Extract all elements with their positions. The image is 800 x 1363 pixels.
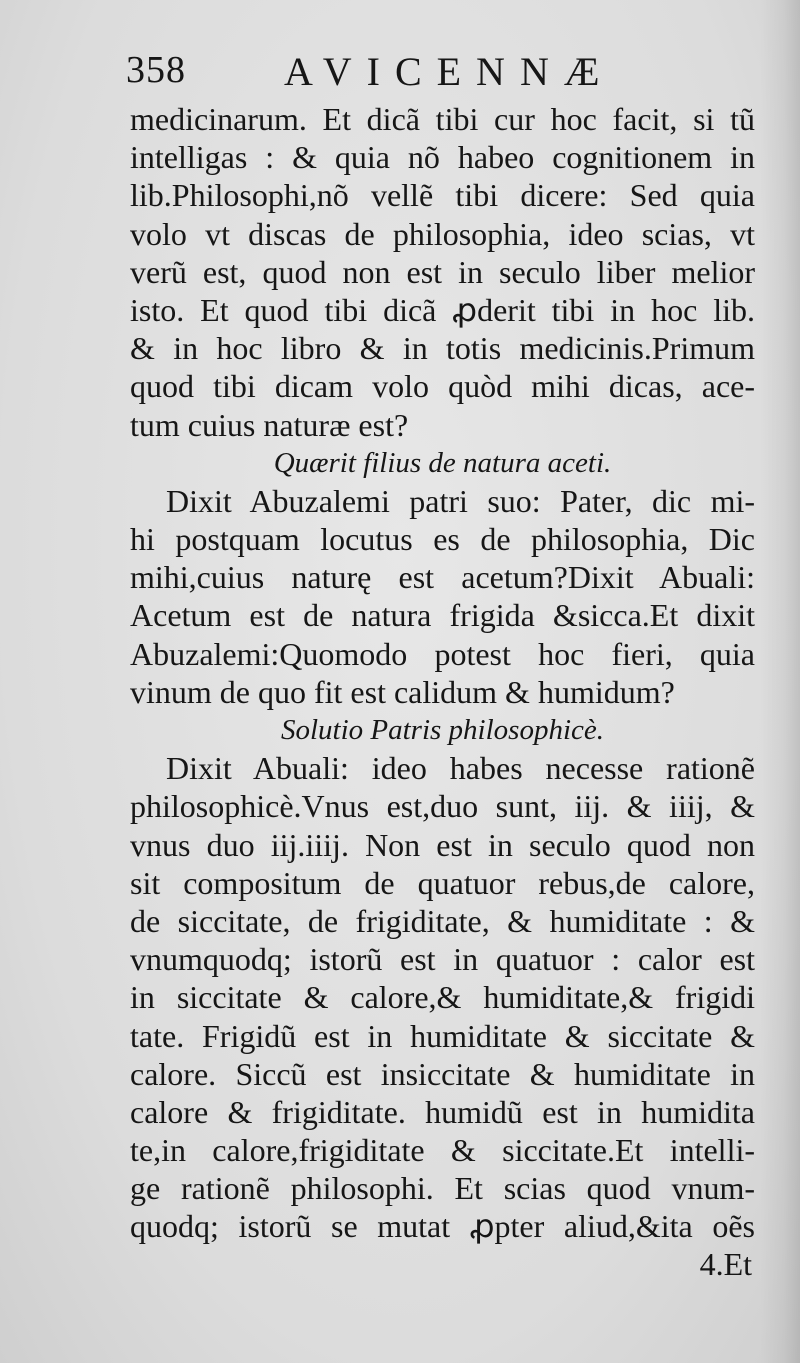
text-line: de siccitate, de frigiditate, & humiditate : & <box>130 902 755 939</box>
text-line: Dixit Abuali: ideo habes necesse rationẽ <box>166 750 755 787</box>
text-line: volo vt discas de philosophia, ideo scias, vt <box>130 215 755 252</box>
text-line: intelligas : & quia nõ habeo cognitionem in <box>130 139 755 176</box>
running-title: AVICENNÆ <box>284 49 615 94</box>
text-line: mihi,cuius naturę est acetum?Dixit Abuali: <box>130 559 755 596</box>
page-gutter-shadow <box>760 0 800 1363</box>
text-line: vinum de quo fit est calidum & humidum? <box>130 673 675 710</box>
text-body <box>130 100 755 1246</box>
text-line: Dixit Abuzalemi patri suo: Pater, dic mi- <box>166 482 755 519</box>
catchword: 4.Et <box>699 1246 752 1282</box>
text-line: vnus duo iij.iiij. Non est in seculo quod non <box>130 826 755 863</box>
text-line: tum cuius naturæ est? <box>130 406 409 443</box>
text-line: vnumquodq; istorũ est in quatuor : calor est <box>130 941 755 978</box>
text-line: ge rationẽ philosophi. Et scias quod vnum- <box>130 1170 755 1207</box>
text-line: Abuzalemi:Quomodo potest hoc fieri, quia <box>130 635 755 672</box>
text-line: calore & frigiditate. humidũ est in humidita <box>130 1093 755 1130</box>
text-line: verũ est, quod non est in seculo liber melior <box>130 253 755 290</box>
running-header <box>126 44 766 100</box>
text-line: Acetum est de natura frigida &sicca.Et dixit <box>130 597 755 634</box>
page-number: 358 <box>126 49 186 91</box>
text-line: in siccitate & calore,& humiditate,& frigidi <box>130 979 755 1016</box>
text-line: isto. Et quod tibi dicã ꝓderit tibi in hoc lib. <box>130 291 755 328</box>
text-line: te,in calore,frigiditate & siccitate.Et intelli- <box>130 1132 755 1169</box>
text-line: sit compositum de quatuor rebus,de calore, <box>130 864 755 901</box>
text-line: medicinarum. Et dicã tibi cur hoc facit, si tũ <box>130 101 755 137</box>
text-line: quod tibi dicam volo quòd mihi dicas, ace- <box>130 368 755 405</box>
text-line: lib.Philosophi,nõ vellẽ tibi dicere: Sed quia <box>130 177 755 214</box>
text-line: tate. Frigidũ est in humiditate & siccitate & <box>130 1017 755 1054</box>
text-line: quodq; istorũ se mutat ꝓpter aliud,&ita oẽs <box>130 1208 755 1245</box>
section-heading: Solutio Patris philosophicè. <box>280 714 605 746</box>
text-line: hi postquam locutus es de philosophia, Dic <box>130 521 755 558</box>
section-heading: Quærit filius de natura aceti. <box>273 446 612 479</box>
text-line: calore. Siccũ est insiccitate & humiditate in <box>130 1055 755 1092</box>
text-line: philosophicè.Vnus est,duo sunt, iij. & iiij, & <box>130 788 755 825</box>
text-line: & in hoc libro & in totis medicinis.Primum <box>130 330 755 367</box>
